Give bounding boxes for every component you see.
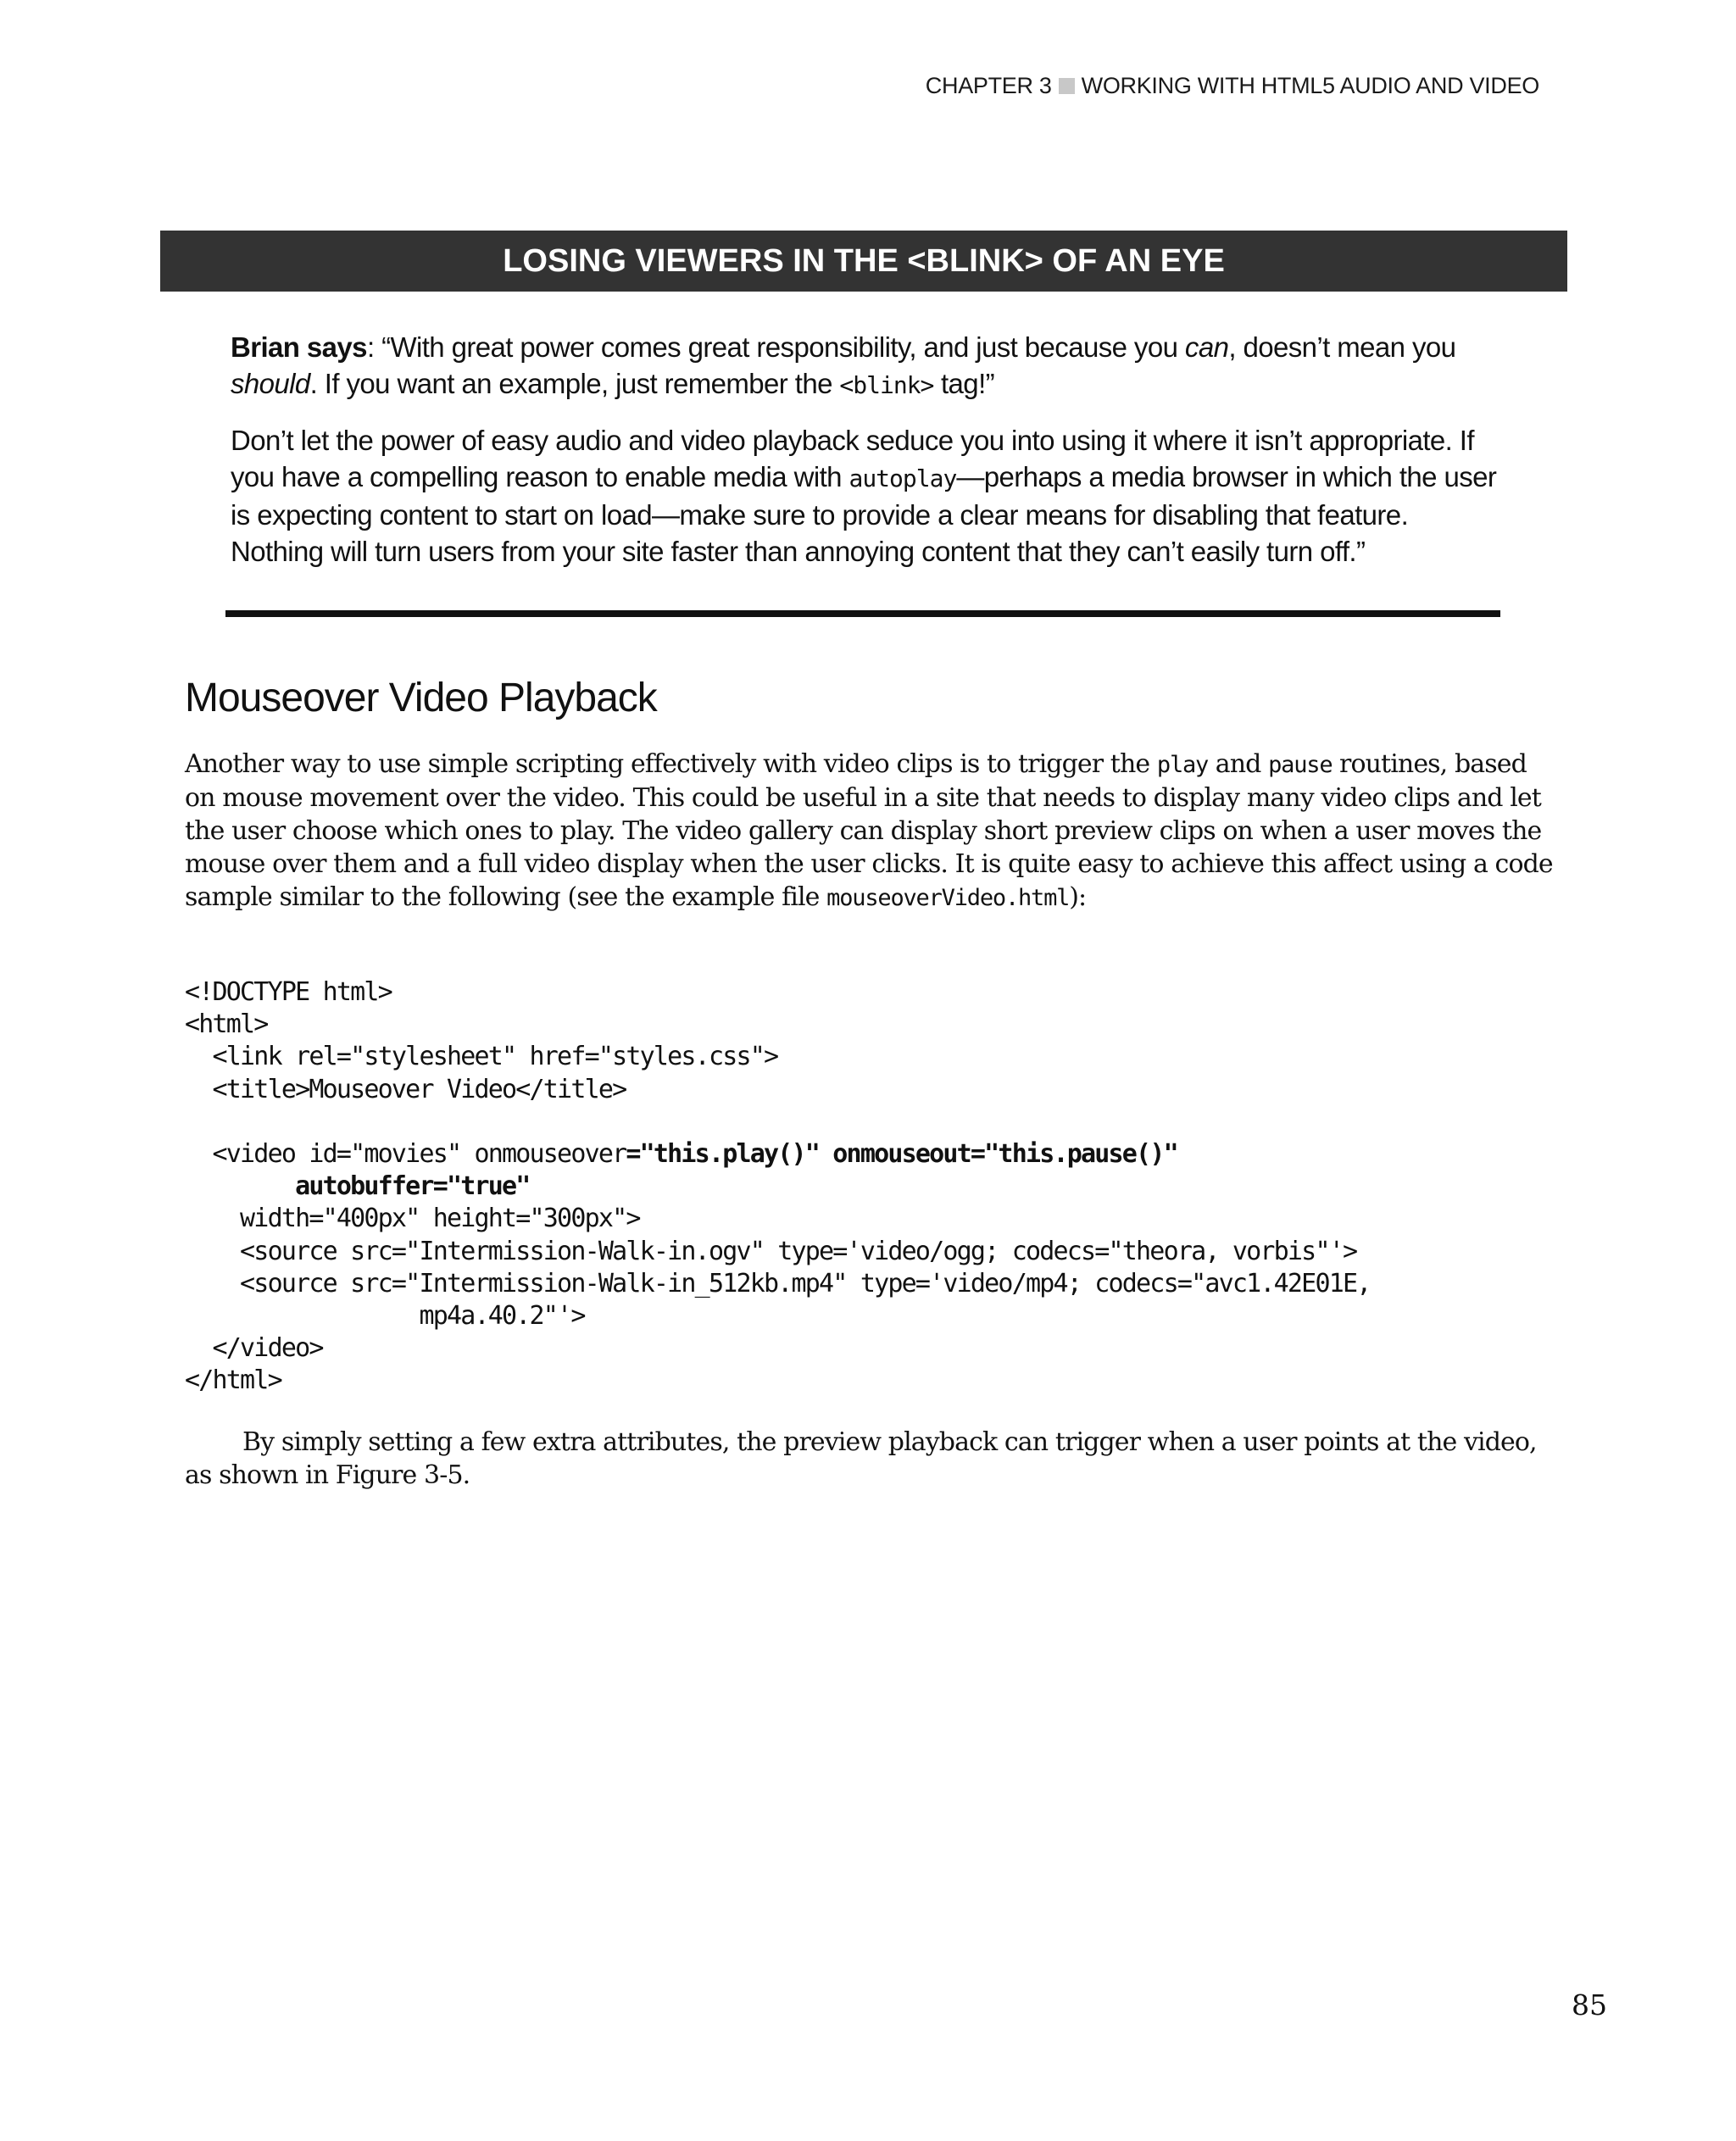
sidebar-title-bar: [160, 231, 1567, 292]
code-line: <title>Mouseover Video</title>: [185, 1074, 626, 1104]
sidebar-title: LOSING VIEWERS IN THE <BLINK> OF AN EYE: [503, 243, 1225, 279]
body-text: Another way to use simple scripting effectively with video clips is to trigger the: [185, 749, 1157, 779]
sidebar-text: —perhaps a media browser in which the user is expecting content to start on load—make sure to provide a clear means for disabling that feature. Nothing will turn users from your site faster than annoying content that they can’t easily turn off.”: [231, 461, 1497, 567]
code-highlight: autobuffer="true": [185, 1171, 530, 1202]
inline-code: play: [1156, 752, 1209, 778]
quote-text: . If you want an example, just remember the: [309, 368, 840, 399]
sidebar-paragraph: [231, 422, 1502, 570]
code-line: <link rel="stylesheet" href="styles.css">: [185, 1042, 778, 1072]
code-line: <video id="movies" onmouseover: [185, 1139, 626, 1170]
closing-paragraph: By simply setting a few extra attributes, the preview playback can trigger when a user points at the video, as shown in Figure 3-5.: [185, 1427, 1537, 1490]
inline-code: pause: [1268, 752, 1333, 778]
sidebar-bottom-rule: [225, 610, 1500, 617]
code-highlight: ="this.play()" onmouseout="this.pause()": [626, 1139, 1177, 1170]
inline-code: autoplay: [849, 464, 957, 492]
page-number: 85: [1572, 1988, 1607, 2021]
code-line: </video>: [185, 1333, 323, 1364]
quote-emphasis: can: [1184, 331, 1229, 363]
code-line: </html>: [185, 1365, 281, 1396]
header-separator-square: [1059, 78, 1075, 94]
inline-code: mouseoverVideo.html: [826, 885, 1070, 911]
code-listing: [185, 976, 1371, 1398]
code-line: <!DOCTYPE html>: [185, 977, 392, 1007]
body-text: routines, based on mouse movement over the video. This could be useful in a site that needs to display many video clips and let the user choose which ones to play. The video gallery can display short preview clips on when a user moves the mouse over them and a full video display when the user clicks. It is quite easy to achieve this affect using a code sample similar to the following (see the example file: [185, 749, 1553, 912]
running-header: [926, 73, 1539, 99]
speaker-name: Brian says: [231, 331, 367, 363]
inline-code: <blink>: [839, 371, 934, 399]
code-line: <html>: [185, 1009, 268, 1040]
section-heading: Mouseover Video Playback: [185, 676, 657, 720]
intro-paragraph: [185, 748, 1558, 915]
quote-emphasis: should: [231, 368, 310, 399]
quote-text: : “With great power comes great responsibility, and just because you: [366, 331, 1185, 363]
quote-text: tag!”: [933, 368, 995, 399]
code-line: width="400px" height="300px">: [185, 1204, 640, 1234]
body-text: and: [1208, 749, 1269, 779]
sidebar-quote: [231, 329, 1502, 403]
quote-text: , doesn’t mean you: [1228, 331, 1456, 363]
chapter-label: CHAPTER 3: [925, 73, 1052, 98]
body-text: ):: [1069, 882, 1087, 912]
code-line: <source src="Intermission-Walk-in.ogv" type='video/ogg; codecs="theora, vorbis"'>: [185, 1236, 1357, 1266]
sidebar-text: Don’t let the power of easy audio and video playback seduce you into using it where it isn’t appropriate. If you have a compelling reason to enable media with: [231, 425, 1474, 492]
code-line: mp4a.40.2"'>: [185, 1301, 585, 1332]
code-line: <source src="Intermission-Walk-in_512kb.mp4" type='video/mp4; codecs="avc1.42E01E,: [185, 1268, 1371, 1299]
sidebar-body: [231, 329, 1502, 588]
chapter-title: WORKING WITH HTML5 AUDIO AND VIDEO: [1081, 73, 1539, 98]
